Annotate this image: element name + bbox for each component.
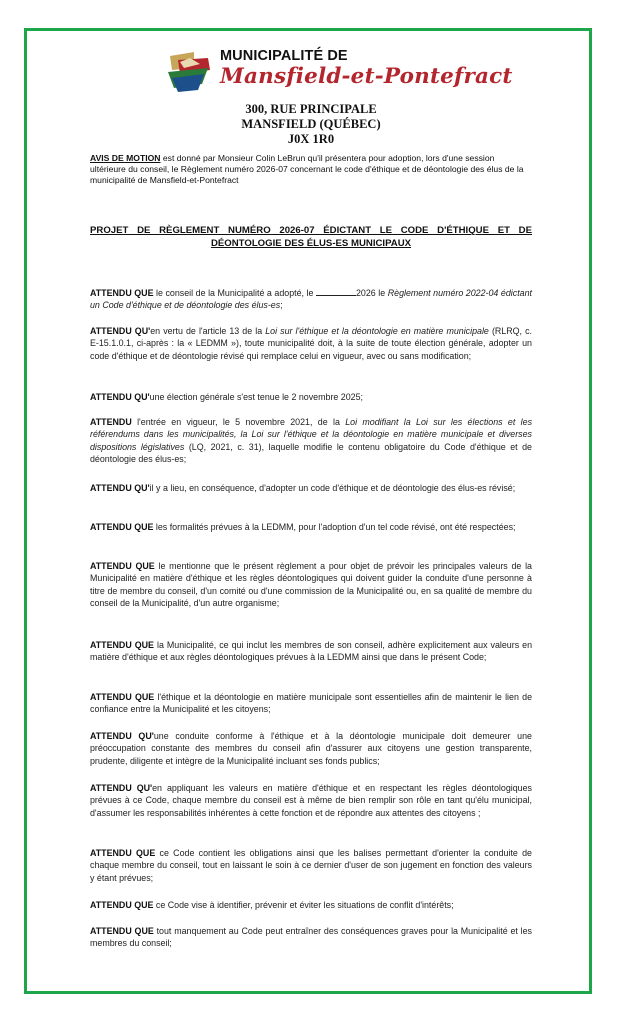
logo-title: MUNICIPALITÉ DE xyxy=(220,48,348,64)
paragraph-10: ATTENDU QU'une conduite conforme à l'éthique et à la déontologie municipale doit demeurer une préoccupation constante des membres du conseil afin d'assurer aux citoyens une gestion transparente, prudente, diligente et intègre de la Municipalité incluant ses fonds publics; xyxy=(90,731,532,766)
motion-lead: AVIS DE MOTION xyxy=(90,153,161,163)
logo-wordmark: Mansfield-et-Pontefract xyxy=(220,64,513,89)
paragraph-6: ATTENDU QUE les formalités prévues à la LEDMM, pour l'adoption d'un tel code révisé, ont été respectées; xyxy=(90,522,516,532)
paragraph-12: ATTENDU QUE ce Code contient les obligations ainsi que les balises permettant d'orienter la conduite de chaque membre du conseil, tout en laissant le soin à ce dernier d'user de son jugement en fonction des valeurs y étant prévues; xyxy=(90,848,532,883)
date-blank xyxy=(316,286,356,296)
paragraph-2: ATTENDU QU'en vertu de l'article 13 de la Loi sur l'éthique et la déontologie en matière municipale (RLRQ, c. E-15.1.0.1, ci-après : la « LEDMM »), toute municipalité doit, à la suite de toute élection générale, adopter un code d'éthique et de déontologie révisé qui remplace celui en vigueur, avec ou sans modification; xyxy=(90,326,533,361)
paragraph-4: ATTENDU l'entrée en vigueur, le 5 novembre 2021, de la Loi modifiant la Loi sur les élections et les référendums dans les municipalités, la Loi sur l'éthique et la déontologie en matière municipale et diverses dispositions législatives (LQ, 2021, c. 31), laquelle modifie le contenu obligatoire du Code d'éthique et de déontologie des élus-es; xyxy=(90,417,533,464)
address-line1: 300, RUE PRINCIPALE xyxy=(245,102,377,116)
paragraph-8: ATTENDU QUE la Municipalité, ce qui inclut les membres de son conseil, adhère explicitement aux valeurs en matière d'éthique et aux règles déontologiques prévues à la LEDMM ainsi que dans le présent Code; xyxy=(90,640,533,663)
paragraph-9: ATTENDU QUE l'éthique et la déontologie en matière municipale sont essentielles afin de maintenir le lien de confiance entre la Municipalité et les citoyens; xyxy=(90,692,533,715)
paragraph-14: ATTENDU QUE tout manquement au Code peut entraîner des conséquences graves pour la Municipalité et les membres du conseil; xyxy=(90,926,532,949)
paragraph-11: ATTENDU QU'en appliquant les valeurs en matière d'éthique et en respectant les règles déontologiques prévues à ce Code, chaque membre du conseil est à même de bien remplir son rôle en tant qu'élu municipal, d'assumer les responsabilités inhérentes à cette fonction et de répondre aux attentes des citoyens ; xyxy=(90,783,532,818)
municipal-logo xyxy=(164,48,513,102)
paragraph-13: ATTENDU QUE ce Code vise à identifier, prévenir et éviter les situations de conflit d'intérêts; xyxy=(90,900,454,910)
notice-of-motion xyxy=(90,153,532,187)
address-line3: J0X 1R0 xyxy=(287,132,335,146)
bylaw-title: PROJET DE RÈGLEMENT NUMÉRO 2026-07 ÉDICTANT LE CODE D'ÉTHIQUE ET DE DÉONTOLOGIE DES ÉLUS-ES MUNICIPAUX xyxy=(90,225,532,249)
address-line2: MANSFIELD (QUÉBEC) xyxy=(241,117,381,131)
motion-text: est donné par Monsieur Colin LeBrun qu'il présentera pour adoption, lors d'une session ultérieure du conseil, le Règlement numéro 2026-07 concernant le code d'éthique et de déontologie des élus de la municipalité de Mansfield-et-Pontefract xyxy=(90,153,524,186)
municipality-emblem-icon xyxy=(164,48,214,94)
paragraph-5: ATTENDU QU'il y a lieu, en conséquence, d'adopter un code d'éthique et de déontologie des élus-es révisé; xyxy=(90,483,516,493)
paragraph-1: ATTENDU QUE le conseil de la Municipalité a adopté, le 2026 le Règlement numéro 2022-04 édictant un Code d'éthique et de déontologie des élus-es; xyxy=(90,288,532,311)
paragraph-3: ATTENDU QU'une élection générale s'est tenue le 2 novembre 2025; xyxy=(90,392,364,402)
paragraph-7: ATTENDU QUE le mentionne que le présent règlement a pour objet de prévoir les principales valeurs de la Municipalité en matière d'éthique et les règles déontologiques qui doivent guider la conduite d'une personne à titre de membre du conseil, d'un comité ou d'une commission de la Municipalité ou, en sa qualité de membre du conseil de la Municipalité, d'un autre organisme; xyxy=(90,561,532,608)
